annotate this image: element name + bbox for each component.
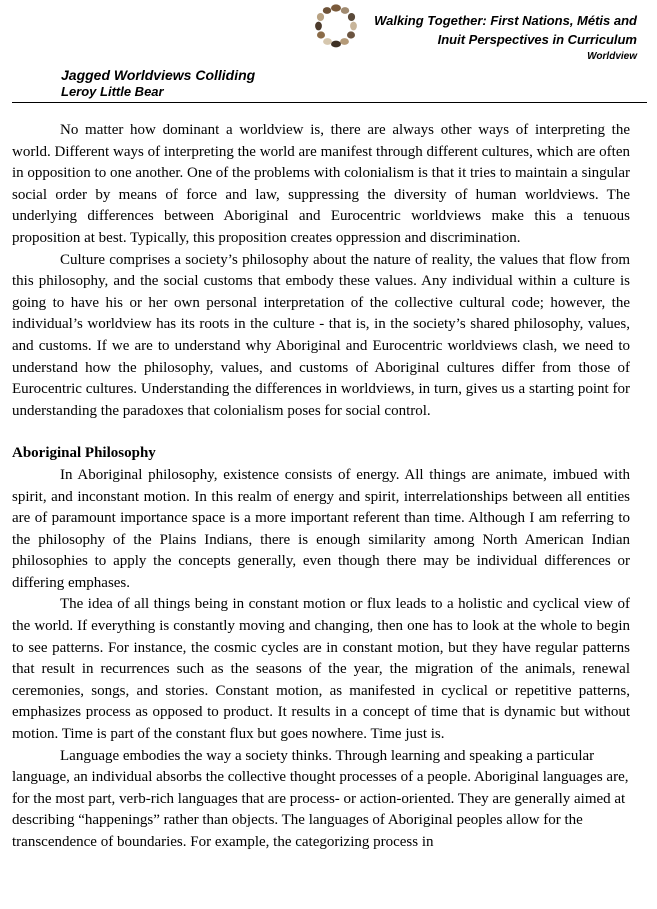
article-heading [61, 67, 255, 100]
body-paragraph: No matter how dominant a worldview is, there are always other ways of interpreting the world. Different ways of interpreting the world are manifest through different cultures, which are often in opposition to one another. One of the problems with colonialism is that it tries to maintain a singular social order by means of force and law, suppressing the diversity of human worldviews. The underlying differences between Aboriginal and Eurocentric worldviews make this a tenuous proposition at best. Typically, this proposition creates oppression and discrimination. [12, 122, 630, 246]
document-header [374, 11, 637, 64]
body-paragraph: In Aboriginal philosophy, existence consists of energy. All things are animate, imbued with spirit, and inconstant motion. In this realm of energy and spirit, interrelationships between all entities are of paramount importance space is a more important referent than time. Although I am referring to the philosophy of the Plains Indians, there is enough similarity among North American Indian philosophies to apply the concepts generally, even though there may be individual differences or differing emphases. [12, 466, 630, 591]
article-title: Jagged Worldviews Colliding [61, 67, 256, 83]
section-tag: Worldview [587, 51, 637, 62]
article-author: Leroy Little Bear [61, 84, 164, 99]
header-divider [12, 102, 647, 103]
series-title-line-1: Walking Together: First Nations, Métis and [374, 13, 637, 28]
series-title-line-2: Inuit Perspectives in Curriculum [437, 32, 637, 47]
section-heading: Aboriginal Philosophy [12, 445, 156, 462]
body-paragraph: Culture comprises a society’s philosophy about the nature of reality, the values that flow from this philosophy, and the social customs that embody these values. Any individual within a culture is going to have his or her own personal interpretation of the collective cultural code; however, the individual’s worldview has its roots in the culture - that is, in the society’s shared philosophy, values, and customs. If we are to understand why Aboriginal and Eurocentric worldviews clash, we need to understand how the philosophy, values, and customs of Aboriginal cultures differ from those of Eurocentric cultures. Understanding the differences in worldviews, in turn, gives us a starting point for understanding the paradoxes that colonialism poses for social control. [12, 251, 630, 419]
body-paragraph: The idea of all things being in constant motion or flux leads to a holistic and cyclical view of the world. If everything is constantly moving and changing, then one has to look at the whole to begin to see patterns. For instance, the cosmic cycles are in constant motion, but they have regular patterns that result in recurrences such as the seasons of the year, the migration of the animals, renewal ceremonies, songs, and stories. Constant motion, as manifested in cyclical or repetitive patterns, emphasizes process as opposed to product. It results in a concept of time that is dynamic but without motion. Time is part of the constant flux but goes nowhere. Time just is. [12, 596, 630, 743]
body-paragraph: Language embodies the way a society thinks. Through learning and speaking a particular language, an individual absorbs the collective thought processes of a people. Aboriginal languages are, for the most part, verb-rich languages that are process- or action-oriented. They are generally aimed at describing “happenings” rather than objects. The languages of Aboriginal peoples allow for the transcendence of boundaries. For example, the categorizing process in [12, 747, 629, 850]
article-body [12, 120, 630, 854]
circle-of-stones-logo [312, 2, 360, 50]
